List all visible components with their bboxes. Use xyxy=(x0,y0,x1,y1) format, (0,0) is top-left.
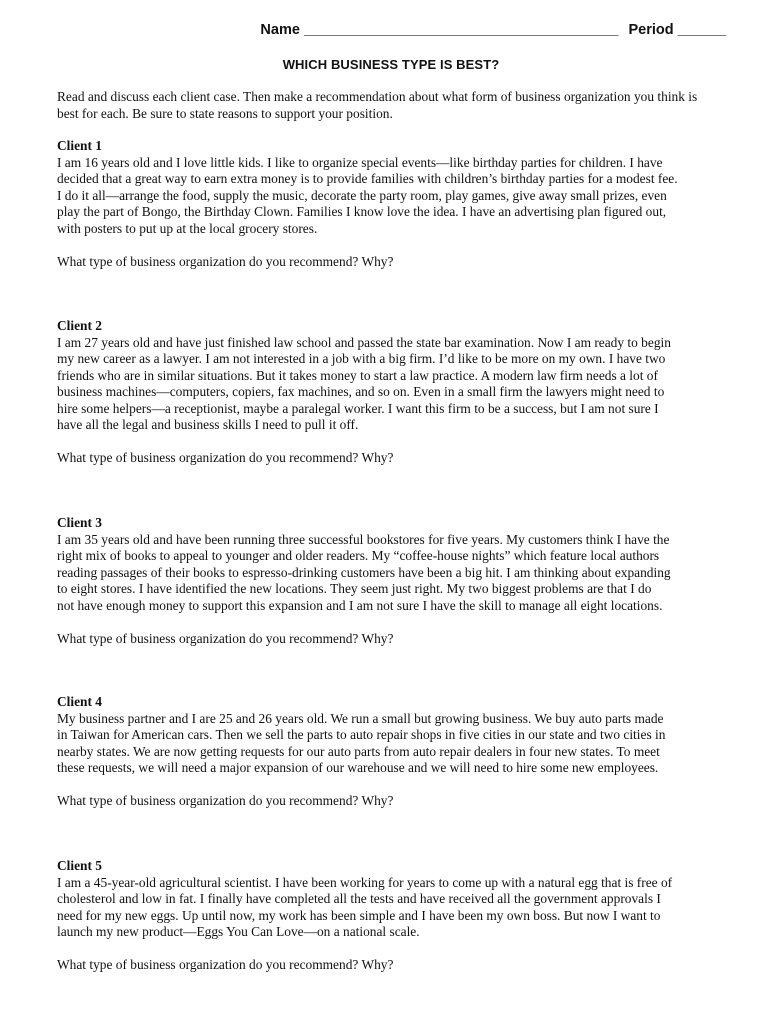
description-line: right mix of books to appeal to younger and older readers. My “coffee-house nights” which feature local authors xyxy=(57,548,660,563)
description-line: decided that a great way to earn extra money is to provide families with children’s birthday parties for a modest fee. xyxy=(57,171,678,186)
description-line: cholesterol and low in fat. I finally have completed all the tests and have received all the government approvals I xyxy=(57,891,661,906)
client-case-2 xyxy=(57,318,737,467)
student-info-header xyxy=(0,22,726,38)
description-line: to eight stores. I have identified the new locations. They seem just right. My two biggest problems are that I do xyxy=(57,581,652,596)
client-case-3 xyxy=(57,515,737,647)
instructions-line: best for each. Be sure to state reasons to support your position. xyxy=(57,105,393,121)
recommendation-question: What type of business organization do you recommend? Why? xyxy=(57,253,394,269)
recommendation-question: What type of business organization do you recommend? Why? xyxy=(57,450,394,465)
client-description xyxy=(57,155,737,238)
description-line: not have enough money to support this expansion and I am not sure I have the skill to manage all eight locations. xyxy=(57,597,663,613)
description-line: nearby states. We are now getting requests for our auto parts from auto repair dealers in four new states. To meet xyxy=(57,743,660,759)
description-line: launch my new product—Eggs You Can Love—on a national scale. xyxy=(57,924,420,939)
period-label: Period xyxy=(628,22,674,38)
client-description xyxy=(57,532,737,615)
description-line: My business partner and I are 25 and 26 years old. We run a small but growing business. We buy auto parts made xyxy=(57,710,664,726)
client-heading: Client 1 xyxy=(57,138,103,153)
client-heading: Client 4 xyxy=(57,694,103,709)
client-case-1 xyxy=(57,138,737,270)
client-heading: Client 3 xyxy=(57,515,103,530)
description-line: in Taiwan for American cars. Then we sell the parts to auto repair shops in five cities in our state and two cities in xyxy=(57,727,666,742)
period-blank: ______ xyxy=(677,22,726,38)
client-description xyxy=(57,875,737,941)
description-line: have all the legal and business skills I need to pull it off. xyxy=(57,417,359,432)
client-description xyxy=(57,335,737,434)
description-line: hire some helpers—a receptionist, maybe a paralegal worker. I want this firm to be a success, but I am not sure I xyxy=(57,400,659,416)
description-line: reading passages of their books to espresso-drinking customers have been a big hit. I am thinking about expanding xyxy=(57,564,671,580)
description-line: I am 35 years old and have been running three successful bookstores for five years. My customers think I have the xyxy=(57,531,670,547)
description-line: need for my new eggs. Up until now, my work has been simple and I have been my own boss. But now I want to xyxy=(57,907,661,923)
description-line: I am 27 years old and have just finished law school and passed the state bar examination. Now I am ready to begin xyxy=(57,334,671,350)
client-heading: Client 5 xyxy=(57,858,103,873)
recommendation-question: What type of business organization do you recommend? Why? xyxy=(57,957,394,972)
description-line: play the part of Bongo, the Birthday Clown. Families I know love the idea. I have an advertising plan figured out, xyxy=(57,204,667,219)
name-blank: _______________________________________ xyxy=(303,22,619,38)
name-label: Name xyxy=(260,22,300,38)
client-case-5 xyxy=(57,858,737,974)
description-line: with posters to put up at the local grocery stores. xyxy=(57,220,318,236)
recommendation-question: What type of business organization do you recommend? Why? xyxy=(57,793,394,808)
instructions xyxy=(57,89,737,122)
description-line: I am 16 years old and I love little kids. I like to organize special events—like birthday parties for children. I have xyxy=(57,154,663,170)
client-case-4 xyxy=(57,694,737,810)
instructions-line: Read and discuss each client case. Then make a recommendation about what form of business organization you think is xyxy=(57,89,698,104)
client-description xyxy=(57,711,737,777)
client-heading: Client 2 xyxy=(57,318,103,333)
description-line: I do it all—arrange the food, supply the music, decorate the party room, play games, give away small prizes, even xyxy=(57,187,667,203)
recommendation-question: What type of business organization do you recommend? Why? xyxy=(57,630,394,646)
description-line: business machines—computers, copiers, fax machines, and so on. Even in a small firm the lawyers might need to xyxy=(57,384,665,399)
description-line: my new career as a lawyer. I am not interested in a job with a big firm. I’d like to be more on my own. I have two xyxy=(57,351,666,366)
description-line: I am a 45-year-old agricultural scientist. I have been working for years to come up with a natural egg that is free of xyxy=(57,874,673,890)
description-line: friends who are in similar situations. But it takes money to start a law practice. A modern law firm needs a lot of xyxy=(57,367,658,383)
description-line: these requests, we will need a major expansion of our warehouse and we will need to hire some new employees. xyxy=(57,760,659,775)
worksheet-title: WHICH BUSINESS TYPE IS BEST? xyxy=(282,57,500,72)
